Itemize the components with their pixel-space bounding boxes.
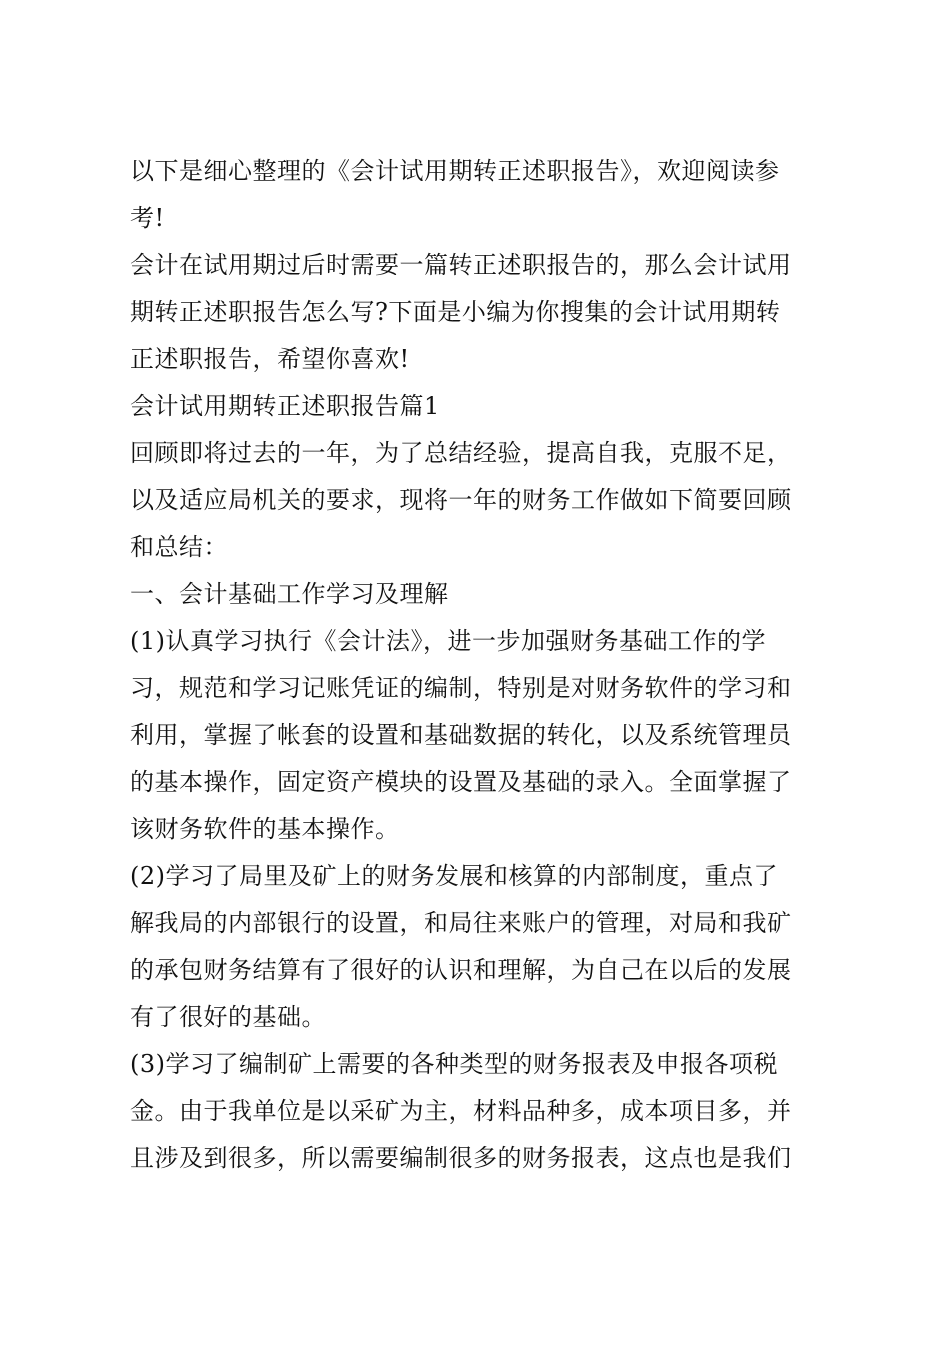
text-line: 会计在试用期过后时需要一篇转正述职报告的，那么会计试用 bbox=[130, 251, 792, 279]
text-line: 金。由于我单位是以采矿为主，材料品种多，成本项目多，并 bbox=[130, 1097, 792, 1125]
text-line: 正述职报告，希望你喜欢! bbox=[130, 345, 410, 373]
subsection-heading: 一、会计基础工作学习及理解 bbox=[130, 580, 449, 608]
text-line: 回顾即将过去的一年，为了总结经验，提高自我，克服不足， bbox=[130, 439, 792, 467]
text-line: (2)学习了局里及矿上的财务发展和核算的内部制度，重点了 bbox=[130, 862, 778, 890]
text-line: 的承包财务结算有了很好的认识和理解，为自己在以后的发展 bbox=[130, 956, 792, 984]
text-line: 以及适应局机关的要求，现将一年的财务工作做如下简要回顾 bbox=[130, 486, 792, 514]
text-line: 利用，掌握了帐套的设置和基础数据的转化，以及系统管理员 bbox=[130, 721, 792, 749]
text-line: (3)学习了编制矿上需要的各种类型的财务报表及申报各项税 bbox=[130, 1050, 778, 1078]
text-line: 习，规范和学习记账凭证的编制，特别是对财务软件的学习和 bbox=[130, 674, 792, 702]
section-heading: 会计试用期转正述职报告篇1 bbox=[130, 392, 440, 420]
text-line: 且涉及到很多，所以需要编制很多的财务报表，这点也是我们 bbox=[130, 1144, 792, 1172]
text-line: 的基本操作，固定资产模块的设置及基础的录入。全面掌握了 bbox=[130, 768, 792, 796]
document-body bbox=[130, 148, 822, 1182]
text-line: 解我局的内部银行的设置，和局往来账户的管理，对局和我矿 bbox=[130, 909, 792, 937]
text-line: 该财务软件的基本操作。 bbox=[130, 815, 400, 843]
text-line: 期转正述职报告怎么写?下面是小编为你搜集的会计试用期转 bbox=[130, 298, 781, 326]
text-line: 以下是细心整理的《会计试用期转正述职报告》，欢迎阅读参 bbox=[130, 157, 780, 185]
text-line: 考! bbox=[130, 204, 165, 232]
text-line: 和总结： bbox=[130, 533, 228, 561]
text-line: (1)认真学习执行《会计法》，进一步加强财务基础工作的学 bbox=[130, 627, 766, 655]
text-line: 有了很好的基础。 bbox=[130, 1003, 326, 1031]
